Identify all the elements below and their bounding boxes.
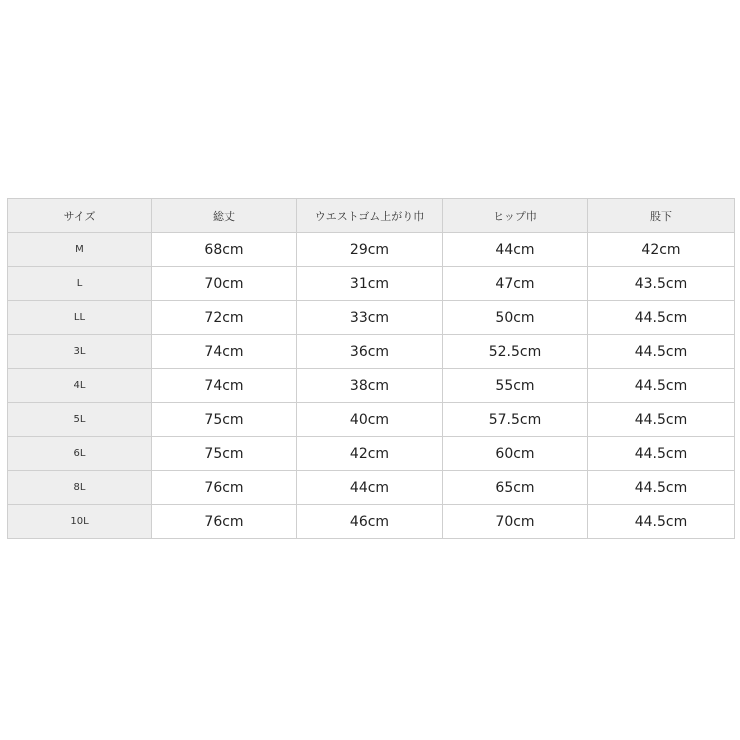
waist-width-cell: 31cm <box>297 267 443 301</box>
size-label: 6L <box>8 437 152 471</box>
total-length-cell: 74cm <box>152 369 297 403</box>
size-label: 4L <box>8 369 152 403</box>
table-body <box>8 233 735 539</box>
size-label: 3L <box>8 335 152 369</box>
inseam-cell: 44.5cm <box>588 505 735 539</box>
waist-width-cell: 44cm <box>297 471 443 505</box>
header-hip-width: ヒップ巾 <box>443 199 588 233</box>
hip-width-cell: 50cm <box>443 301 588 335</box>
header-inseam: 股下 <box>588 199 735 233</box>
total-length-cell: 68cm <box>152 233 297 267</box>
size-label: 5L <box>8 403 152 437</box>
inseam-cell: 43.5cm <box>588 267 735 301</box>
hip-width-cell: 55cm <box>443 369 588 403</box>
total-length-cell: 76cm <box>152 505 297 539</box>
total-length-cell: 76cm <box>152 471 297 505</box>
header-row <box>8 199 735 233</box>
table-row <box>8 471 735 505</box>
inseam-cell: 44.5cm <box>588 335 735 369</box>
total-length-cell: 75cm <box>152 403 297 437</box>
inseam-cell: 44.5cm <box>588 471 735 505</box>
hip-width-cell: 52.5cm <box>443 335 588 369</box>
total-length-cell: 70cm <box>152 267 297 301</box>
inseam-cell: 44.5cm <box>588 369 735 403</box>
size-label: 10L <box>8 505 152 539</box>
inseam-cell: 42cm <box>588 233 735 267</box>
hip-width-cell: 57.5cm <box>443 403 588 437</box>
hip-width-cell: 47cm <box>443 267 588 301</box>
table-header <box>8 199 735 233</box>
header-size: サイズ <box>8 199 152 233</box>
table-row <box>8 335 735 369</box>
waist-width-cell: 33cm <box>297 301 443 335</box>
size-label: 8L <box>8 471 152 505</box>
table-row <box>8 233 735 267</box>
waist-width-cell: 38cm <box>297 369 443 403</box>
waist-width-cell: 40cm <box>297 403 443 437</box>
size-chart-table <box>7 198 735 539</box>
table-row <box>8 437 735 471</box>
hip-width-cell: 60cm <box>443 437 588 471</box>
total-length-cell: 72cm <box>152 301 297 335</box>
table-row <box>8 267 735 301</box>
size-label: L <box>8 267 152 301</box>
inseam-cell: 44.5cm <box>588 301 735 335</box>
hip-width-cell: 70cm <box>443 505 588 539</box>
header-total-length: 総丈 <box>152 199 297 233</box>
table-row <box>8 505 735 539</box>
hip-width-cell: 44cm <box>443 233 588 267</box>
size-label: LL <box>8 301 152 335</box>
inseam-cell: 44.5cm <box>588 437 735 471</box>
table-row <box>8 369 735 403</box>
table-row <box>8 301 735 335</box>
inseam-cell: 44.5cm <box>588 403 735 437</box>
table-row <box>8 403 735 437</box>
waist-width-cell: 29cm <box>297 233 443 267</box>
header-waist-width: ウエストゴム上がり巾 <box>297 199 443 233</box>
waist-width-cell: 42cm <box>297 437 443 471</box>
total-length-cell: 75cm <box>152 437 297 471</box>
hip-width-cell: 65cm <box>443 471 588 505</box>
waist-width-cell: 46cm <box>297 505 443 539</box>
waist-width-cell: 36cm <box>297 335 443 369</box>
size-label: M <box>8 233 152 267</box>
total-length-cell: 74cm <box>152 335 297 369</box>
